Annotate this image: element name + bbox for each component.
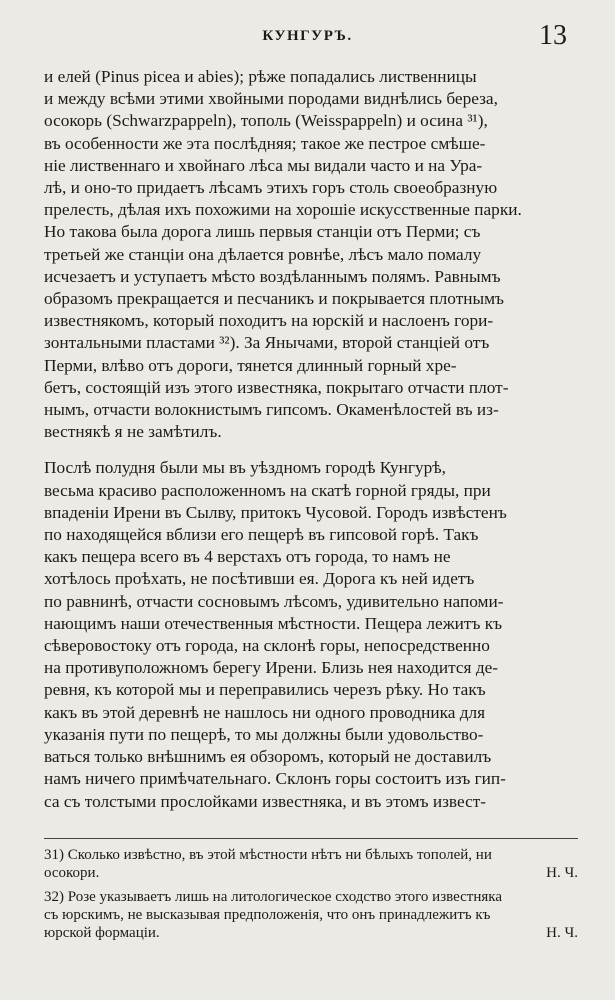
text-line: вестнякѣ я не замѣтилъ. (44, 422, 222, 442)
text-line: известнякомъ, который походитъ на юрскій и наслоенъ гори- (44, 311, 494, 331)
text-line: ніе лиственнаго и хвойнаго лѣса мы видали часто и на Ура- (44, 155, 483, 175)
text-line: Но такова была дорога лишь первыя станціи отъ Перми; съ (44, 222, 481, 242)
text-line: сѣверовостоку отъ города, на склонѣ горы, непосредственно (44, 636, 490, 656)
footnote-signature: Н. Ч. (546, 865, 578, 881)
text-line: хотѣлось проѣхать, не посѣтивши ея. Дорога къ ней идетъ (44, 569, 475, 589)
text-line: и елей (Pinus picea и abies); рѣже попадались лиственницы (44, 67, 477, 86)
footnote-text: 32) Розе указываетъ лишь на литологическое сходство этого известняка (44, 889, 502, 905)
text-line: по равнинѣ, отчасти сосновымъ лѣсомъ, удивительно напоми- (44, 591, 504, 611)
text-line: указанія пути по пещерѣ, то мы должны были удовольство- (44, 724, 484, 744)
footnote-text: съ юрскимъ, не высказывая предположенія, что онъ принадлежитъ къ (44, 907, 491, 923)
text-line: въ особенности же эта послѣдняя; такое же пестрое смѣше- (44, 133, 486, 153)
text-line: осокорь (Schwarzpappeln), тополь (Weisspappeln) и осина ³¹), (44, 111, 488, 131)
text-line: исчезаетъ и уступаетъ мѣсто воздѣланнымъ полямъ. Равнымъ (44, 266, 501, 286)
page-header (0, 22, 615, 62)
page-number: 13 (539, 20, 567, 51)
paragraph-1 (44, 66, 578, 443)
text-line: ваться только внѣшнимъ ея обзоромъ, который не доставилъ (44, 747, 492, 767)
text-line: ревня, къ которой мы и переправились черезъ рѣку. Но такъ (44, 680, 486, 700)
text-line: какъ въ этой деревнѣ не нашлось ни одного проводника для (44, 702, 486, 722)
footnote-31 (44, 846, 578, 882)
text-line: образомъ прекращается и песчаникъ и покрывается плотнымъ (44, 289, 504, 309)
text-line: нающимъ наши отечественныя мѣстности. Пещера лежитъ къ (44, 613, 503, 633)
footnote-32 (44, 888, 578, 942)
text-line: прелесть, дѣлая ихъ похожими на хорошіе искусственные парки. (44, 200, 522, 220)
footnotes (44, 846, 578, 942)
paragraph-2 (44, 457, 578, 812)
text-line: какъ пещера всего въ 4 верстахъ отъ города, то намъ не (44, 547, 451, 567)
footnote-line (44, 888, 578, 906)
text-line: бетъ, состоящій изъ этого известняка, покрытаго отчасти плот- (44, 377, 509, 397)
footnote-line (44, 906, 578, 924)
text-line: и между всѣми этими хвойными породами виднѣлись береза, (44, 89, 498, 109)
main-text (44, 66, 578, 813)
footnote-signature: Н. Ч. (546, 925, 578, 941)
footnote-line (44, 864, 578, 882)
text-line: зонтальными пластами ³²). За Янычами, второй станціей отъ (44, 333, 490, 353)
text-line: нымъ, отчасти волокнистымъ гипсомъ. Окаменѣлостей въ из- (44, 400, 499, 420)
text-line: весьма красиво расположенномъ на скатѣ горной гряды, при (44, 480, 491, 500)
text-line: на противуположномъ берегу Ирени. Близь нея находится де- (44, 658, 499, 678)
text-line: намъ ничего примѣчательнаго. Склонъ горы состоитъ изъ гип- (44, 769, 506, 789)
footnote-text: 31) Сколько извѣстно, въ этой мѣстности нѣтъ ни бѣлыхъ тополей, ни (44, 847, 492, 863)
text-line: Послѣ полудня были мы въ уѣздномъ городѣ Кунгурѣ, (44, 458, 446, 478)
footnote-text: осокори. (44, 865, 100, 881)
text-line: лѣ, и оно-то придаетъ лѣсамъ этихъ горъ столь своеобразную (44, 178, 498, 198)
text-line: по находящейся вблизи его пещерѣ въ гипсовой горѣ. Такъ (44, 525, 479, 545)
text-line: третьей же станціи она дѣлается ровнѣе, лѣсъ мало помалу (44, 244, 482, 264)
text-line: впаденіи Ирени въ Сылву, притокъ Чусовой. Городъ извѣстенъ (44, 502, 507, 522)
footnote-line (44, 924, 578, 942)
text-line: Перми, влѣво отъ дороги, тянется длинный горный хре- (44, 355, 457, 375)
running-title: КУНГУРЪ. (262, 28, 353, 44)
footnote-text: юрской формаціи. (44, 925, 160, 941)
footnote-divider (44, 838, 578, 839)
text-line: са съ толстыми прослойками известняка, и въ этомъ извест- (44, 791, 487, 811)
footnote-line (44, 846, 578, 864)
